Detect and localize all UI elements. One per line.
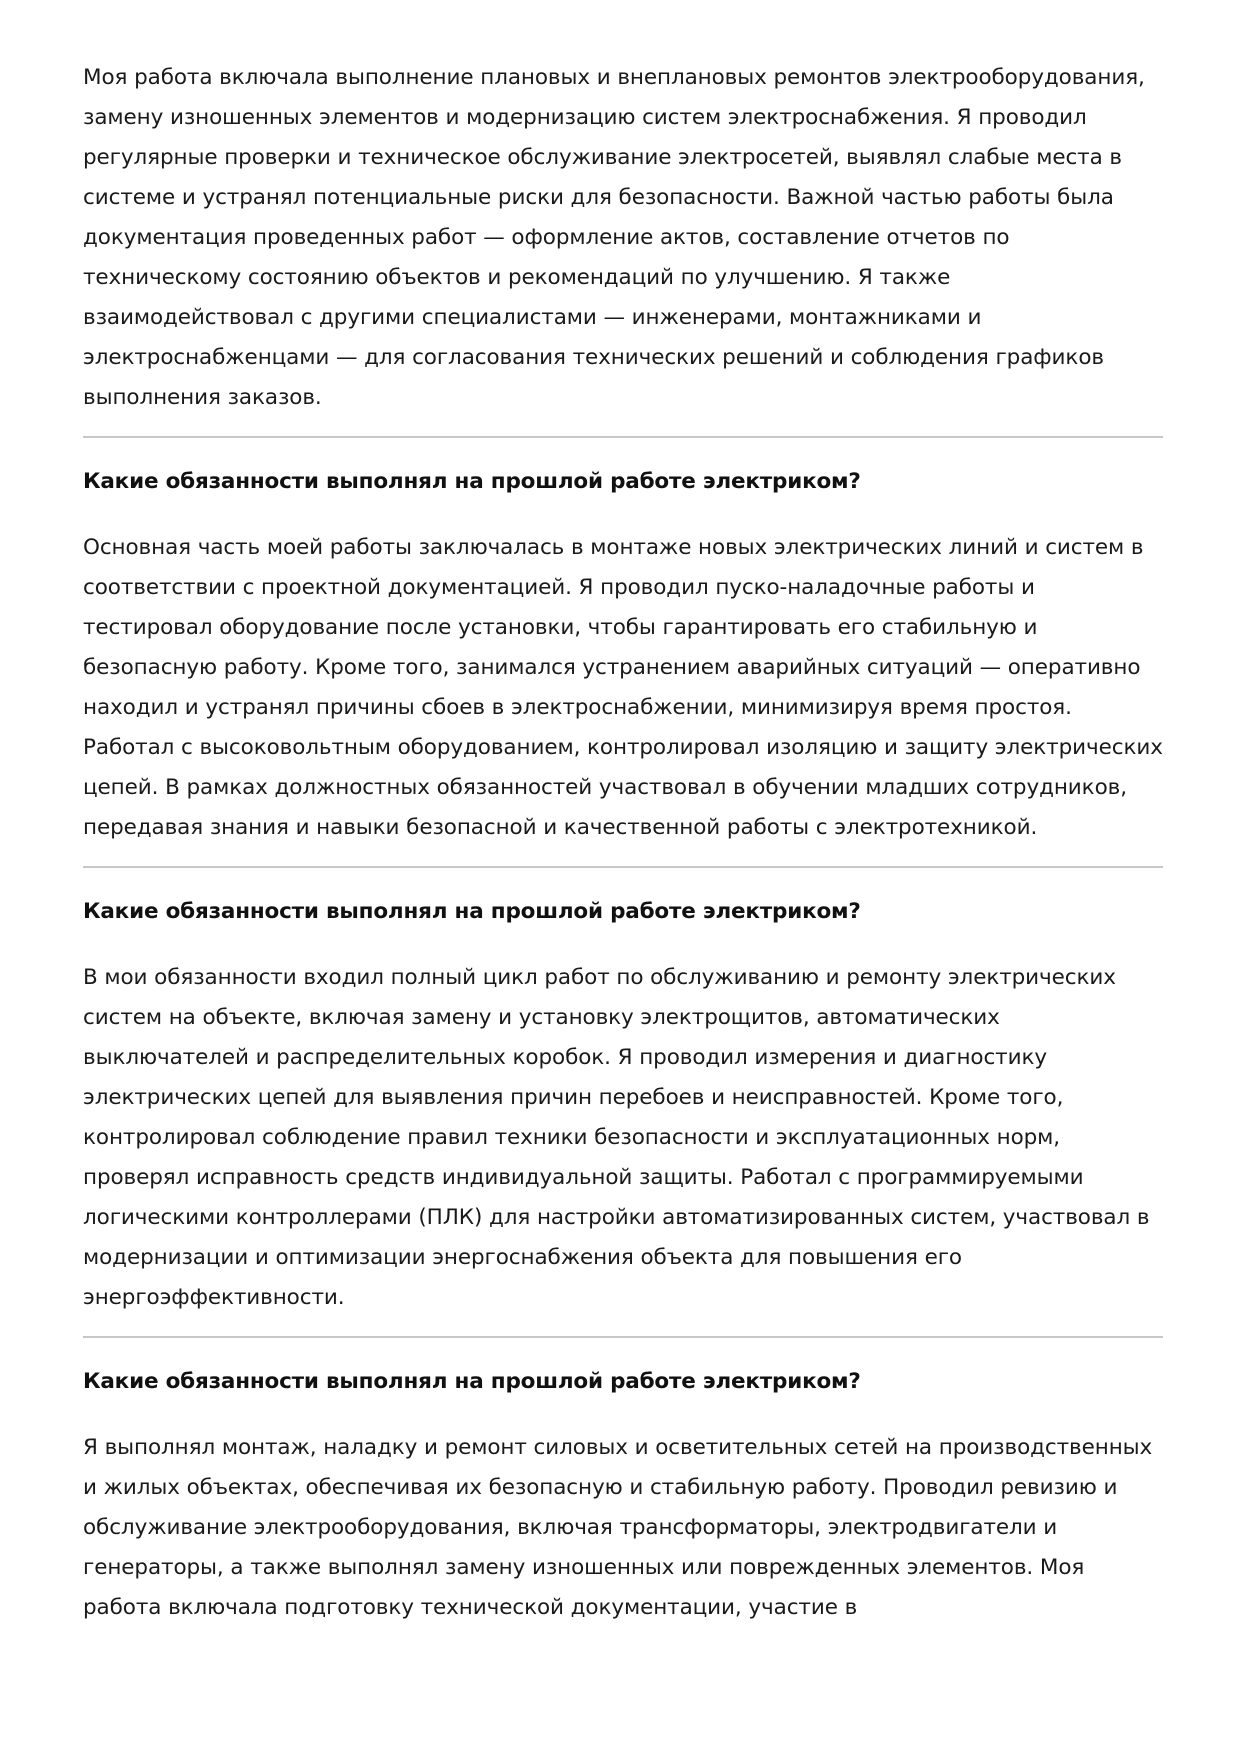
answer-paragraph-3: В мои обязанности входил полный цикл работ по обслуживанию и ремонту электрических систем на объекте, включая замену и установку электрощитов, автоматических выключателей и распределительных коробок. Я проводил измерения и диагностику электрических цепей для выявления причин перебоев и неисправностей. Кроме того, контролировал соблюдение правил техники безопасности и эксплуатационных норм, проверял исправность средств индивидуальной защиты. Работал с программируемыми логическими контроллерами (ПЛК) для настройки автоматизированных систем, участвовал в модернизации и оптимизации энергоснабжения объекта для повышения его энергоэффективности. [83, 965, 1150, 1310]
document-page [83, 58, 1163, 1628]
answer-paragraph-4: Я выполнял монтаж, наладку и ремонт силовых и осветительных сетей на производственных и жилых объектах, обеспечивая их безопасную и стабильную работу. Проводил ревизию и обслуживание электрооборудования, включая трансформаторы, электродвигатели и генераторы, а также выполнял замену изношенных или поврежденных элементов. Моя работа включала подготовку технической документации, участие в [83, 1435, 1153, 1620]
question-heading-2: Какие обязанности выполнял на прошлой работе электриком? [83, 469, 861, 494]
question-heading-4: Какие обязанности выполнял на прошлой работе электриком? [83, 1369, 861, 1394]
question-heading-3: Какие обязанности выполнял на прошлой работе электриком? [83, 899, 861, 924]
answer-paragraph-1: Моя работа включала выполнение плановых и внеплановых ремонтов электрооборудования, замену изношенных элементов и модернизацию систем электроснабжения. Я проводил регулярные проверки и техническое обслуживание электросетей, выявлял слабые места в системе и устранял потенциальные риски для безопасности. Важной частью работы была документация проведенных работ — оформление актов, составление отчетов по техническому состоянию объектов и рекомендаций по улучшению. Я также взаимодействовал с другими специалистами — инженерами, монтажниками и электроснабженцами — для согласования технических решений и соблюдения графиков выполнения заказов. [83, 65, 1145, 410]
answer-paragraph-2: Основная часть моей работы заключалась в монтаже новых электрических линий и систем в соответствии с проектной документацией. Я проводил пуско-наладочные работы и тестировал оборудование после установки, чтобы гарантировать его стабильную и безопасную работу. Кроме того, занимался устранением аварийных ситуаций — оперативно находил и устранял причины сбоев в электроснабжении, минимизируя время простоя. Работал с высоковольтным оборудованием, контролировал изоляцию и защиту электрических цепей. В рамках должностных обязанностей участвовал в обучении младших сотрудников, передавая знания и навыки безопасной и качественной работы с электротехникой. [83, 535, 1163, 840]
